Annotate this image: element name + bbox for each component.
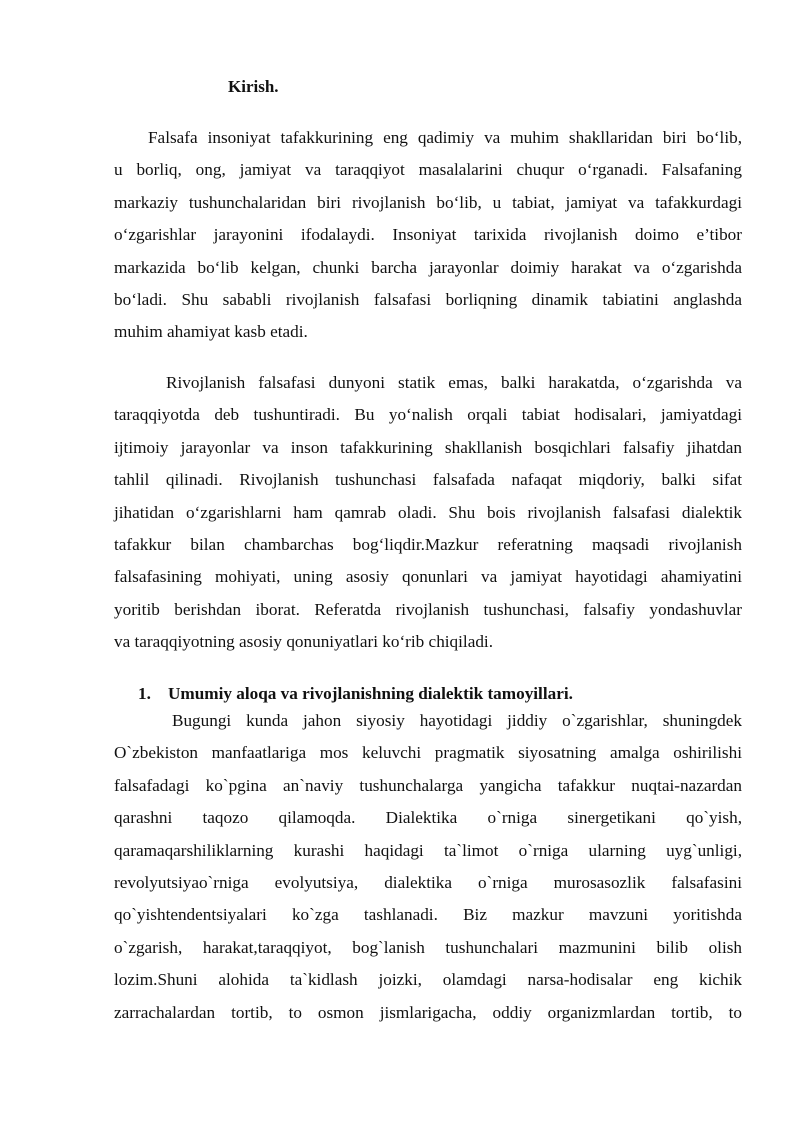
text-line: o`zgarish, harakat,taraqqiyot, bog`lanish tushunchalari mazmunini bilib olish [114, 937, 742, 957]
text-line: markazida bo‘lib kelgan, chunki barcha jarayonlar doimiy harakat va o‘zgarishda [114, 257, 742, 277]
page-title: Kirish. [228, 77, 279, 96]
text-line: o‘zgarishlar jarayonini ifodalaydi. Insoniyat tarixida rivojlanish doimo e’tibor [114, 225, 742, 245]
text-line: revolyutsiyao`rniga evolyutsiya, dialektika o`rniga murosasozlik falsafasini [114, 872, 742, 892]
text-line: Rivojlanish falsafasi dunyoni statik emas, balki harakatda, o‘zgarishda va [166, 373, 742, 392]
text-line: va taraqqiyotning asosiy qonuniyatlari ko‘rib chiqiladi. [114, 632, 493, 652]
section-number: 1. [138, 684, 151, 703]
text-line: lozim.Shuni alohida ta`kidlash joizki, olamdagi narsa-hodisalar eng kichik [114, 970, 742, 990]
text-line: tahlil qilinadi. Rivojlanish tushunchasi falsafada nafaqat miqdoriy, balki sifat [114, 470, 742, 490]
text-line: muhim ahamiyat kasb etadi. [114, 322, 308, 342]
text-line: yoritib berishdan iborat. Referatda rivojlanish tushunchasi, falsafiy yondashuvlar [114, 599, 742, 619]
text-line: markaziy tushunchalaridan biri rivojlanish bo‘lib, u tabiat, jamiyat va tafakkurdagi [114, 192, 742, 212]
text-line: taraqqiyotda deb tushuntiradi. Bu yo‘nalish orqali tabiat hodisalari, jamiyatdagi [114, 405, 742, 425]
text-line: zarrachalardan tortib, to osmon jismlarigacha, oddiy organizmlardan tortib, to [114, 1002, 742, 1022]
paragraph-introduction-1 [114, 122, 742, 349]
section-title: Umumiy aloqa va rivojlanishning dialektik tamoyillari. [168, 684, 573, 703]
text-line: Falsafa insoniyat tafakkurining eng qadimiy va muhim shakllaridan biri bo‘lib, [148, 128, 742, 147]
text-line: qaramaqarshiliklarning kurashi haqidagi ta`limot o`rniga ularning uyg`unligi, [114, 840, 742, 860]
text-line: O`zbekiston manfaatlariga mos keluvchi pragmatik siyosatning amalga oshirilishi [114, 743, 742, 763]
text-line: tafakkur bilan chambarchas bog‘liqdir.Mazkur referatning maqsadi rivojlanish [114, 534, 742, 554]
paragraph-introduction-2 [114, 367, 742, 659]
text-line: qo`yishtendentsiyalari ko`zga tashlanadi. Biz mazkur mavzuni yoritishda [114, 905, 742, 925]
text-line: falsafadagi ko`pgina an`naviy tushunchalarga yangicha tafakkur nuqtai-nazardan [114, 775, 742, 795]
text-line: ijtimoiy jarayonlar va inson tafakkurining shakllanish bosqichlari falsafiy jihatdan [114, 437, 742, 457]
text-line: u borliq, ong, jamiyat va taraqqiyot masalalarini chuqur o‘rganadi. Falsafaning [114, 160, 742, 180]
text-line: falsafasining mohiyati, uning asosiy qonunlari va jamiyat hayotidagi ahamiyatini [114, 567, 742, 587]
text-line: bo‘ladi. Shu sababli rivojlanish falsafasi borliqning dinamik tabiatini anglashda [114, 289, 742, 309]
text-line: Bugungi kunda jahon siyosiy hayotidagi jiddiy o`zgarishlar, shuningdek [172, 711, 742, 730]
text-line: jihatidan o‘zgarishlarni ham qamrab oladi. Shu bois rivojlanish falsafasi dialektik [114, 502, 742, 522]
text-line: qarashni taqozo qilamoqda. Dialektika o`rniga sinergetikani qo`yish, [114, 808, 742, 828]
paragraph-section-1 [114, 705, 742, 1029]
